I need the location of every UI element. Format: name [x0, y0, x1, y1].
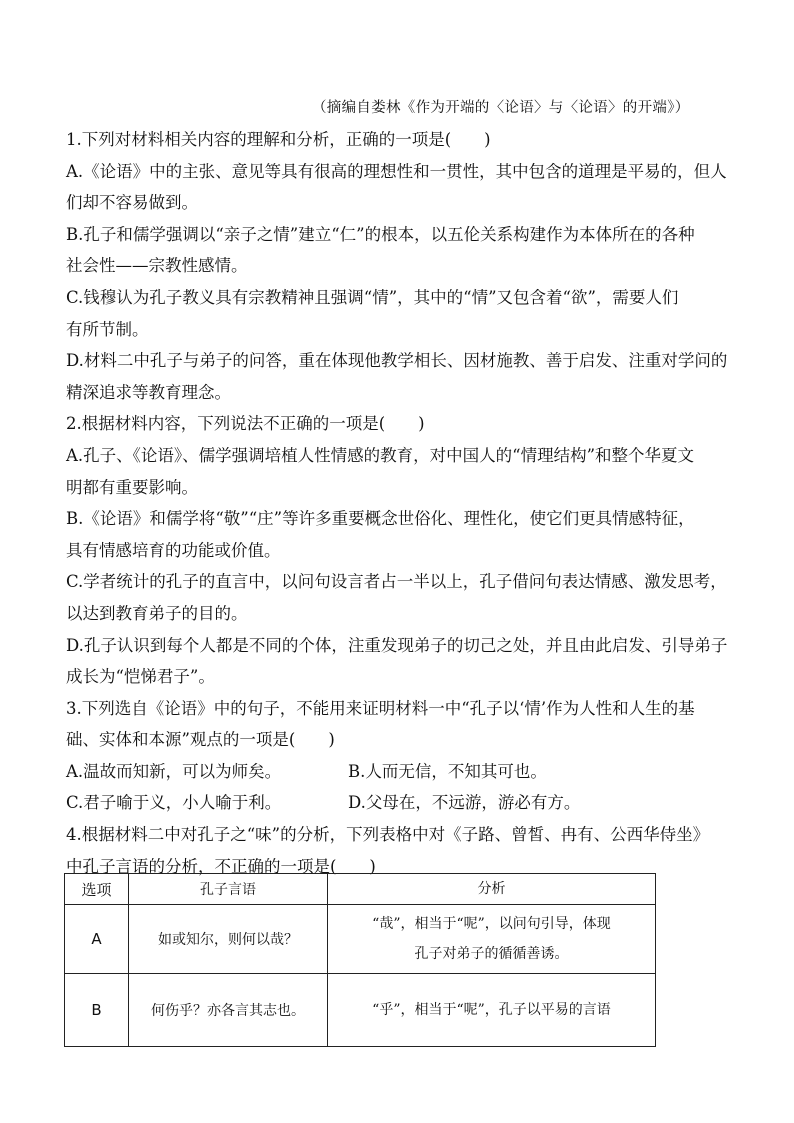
q2-option-d-line2: 成长为“恺悌君子”。: [66, 667, 215, 687]
question-3-stem-line2: 础、实体和本源”观点的一项是( ): [66, 730, 335, 750]
question-2-stem: 2.根据材料内容，下列说法不正确的一项是( ): [66, 414, 425, 434]
q1-option-a-line1: A.《论语》中的主张、意见等具有很高的理想性和一贯性，其中包含的道理是平易的，但人: [66, 161, 727, 181]
q2-option-a-line1: A.孔子、《论语》、儒学强调培植人性情感的教育，对中国人的“情理结构”和整个华夏文: [66, 445, 695, 465]
q1-option-c-line2: 有所节制。: [66, 319, 149, 339]
q2-option-c-line2: 以达到教育弟子的目的。: [66, 603, 248, 623]
q1-option-b-line1: B.孔子和儒学强调以“亲子之情”建立“仁”的根本，以五伦关系构建作为本体所在的各种: [66, 224, 695, 244]
row-option: B: [65, 974, 129, 1047]
row-analysis-line: “乎”，相当于“呢”，孔子以平易的言语: [372, 1002, 611, 1018]
row-quote: 如或知尔，则何以哉？: [129, 905, 328, 974]
table-header-row: [65, 874, 656, 905]
row-analysis: [328, 905, 656, 974]
analysis-table: [64, 873, 656, 1047]
q1-option-a-line2: 们却不容易做到。: [66, 193, 198, 213]
source-citation: （摘编自娄林《作为开端的〈论语〉与〈论语〉的开端》）: [312, 100, 690, 116]
header-analysis: 分析: [328, 874, 656, 905]
q1-option-d-line1: D.材料二中孔子与弟子的问答，重在体现他教学相长、因材施教、善于启发、注重对学问的: [66, 351, 728, 371]
q2-option-b-line1: B.《论语》和儒学将“敬”“庄”等许多重要概念世俗化、理性化，使它们更具情感特征，: [66, 509, 695, 529]
row-option: A: [65, 905, 129, 974]
row-analysis-line: “哉”，相当于“呢”，以问句引导，体现: [372, 916, 611, 932]
q3-options-row-1: [66, 756, 726, 788]
q1-option-d-line2: 精深追求等教育理念。: [66, 382, 231, 402]
header-option: 选项: [65, 874, 129, 905]
q3-option-b: B.人而无信，不知其可也。: [348, 761, 547, 781]
q2-option-d-line1: D.孔子认识到每个人都是不同的个体，注重发现弟子的切己之处，并且由此启发、引导弟子: [66, 635, 728, 655]
question-3-stem-line1: 3.下列选自《论语》中的句子，不能用来证明材料一中“孔子以‘情’作为人性和人生的基: [66, 698, 695, 718]
q3-option-a: A.温故而知新，可以为师矣。: [66, 761, 282, 781]
question-4-stem-line1: 4.根据材料二中对孔子之“味”的分析，下列表格中对《子路、曾皙、冉有、公西华侍坐》: [66, 825, 710, 845]
questions-body: [66, 124, 726, 882]
q1-option-c-line1: C.钱穆认为孔子教义具有宗教精神且强调“情”，其中的“情”又包含着“欲”，需要人们: [66, 287, 679, 307]
q2-option-b-line2: 具有情感培育的功能或价值。: [66, 540, 281, 560]
header-quote: 孔子言语: [129, 874, 328, 905]
table-row: [65, 905, 656, 974]
question-1-stem: 1.下列对材料相关内容的理解和分析，正确的一项是( ): [66, 130, 491, 149]
q2-option-c-line1: C.学者统计的孔子的直言中，以问句设言者占一半以上，孔子借问句表达情感、激发思考，: [66, 572, 727, 592]
q3-option-d: D.父母在，不远游，游必有方。: [348, 793, 581, 813]
q1-option-b-line2: 社会性——宗教性感情。: [66, 256, 248, 276]
q2-option-a-line2: 明都有重要影响。: [66, 477, 198, 497]
row-analysis: [328, 974, 656, 1047]
q3-option-c: C.君子喻于义，小人喻于利。: [66, 793, 282, 813]
q3-options-row-2: [66, 787, 726, 819]
question-4-stem-line2: 中孔子言语的分析，不正确的一项是( ): [66, 856, 376, 876]
table-row: [65, 974, 656, 1047]
row-analysis-line: 孔子对弟子的循循善诱。: [414, 946, 569, 962]
row-quote: 何伤乎？亦各言其志也。: [129, 974, 328, 1047]
